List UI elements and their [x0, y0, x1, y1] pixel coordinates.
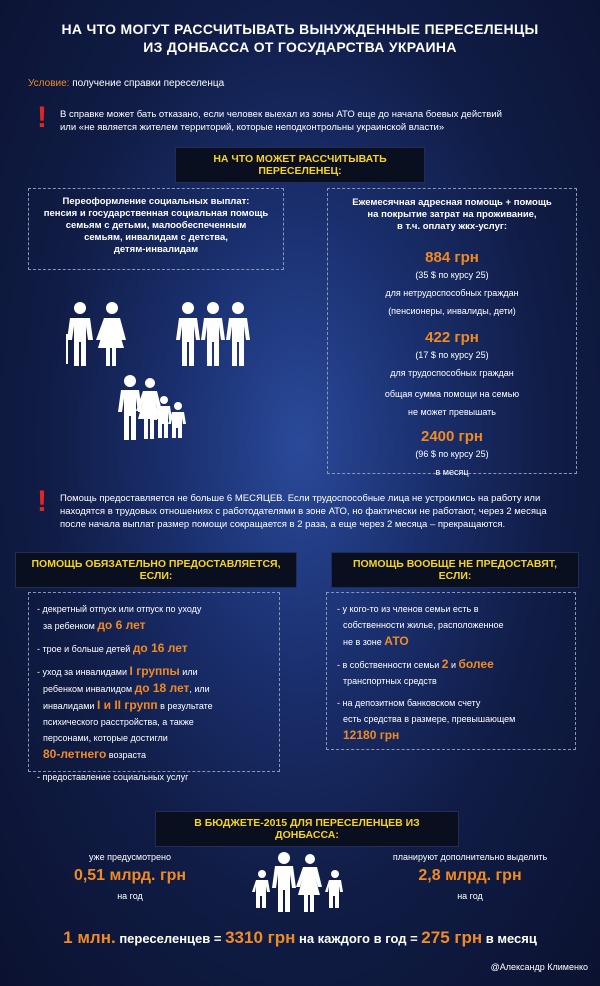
section-header-provided: ПОМОЩЬ ОБЯЗАТЕЛЬНО ПРЕДОСТАВЛЯЕТСЯ, ЕСЛИ:	[16, 553, 296, 587]
warning-duration-line-2: находятся в трудовых отношениях с работодателями в зоне АТО, но фактически не работают, через 2 месяца	[60, 506, 547, 517]
list-item-text: и	[448, 660, 459, 670]
highlight-value: 12180 грн	[343, 728, 400, 742]
list-item	[337, 695, 575, 744]
list-item-text: ребенком инвалидом	[43, 684, 135, 694]
list-item	[337, 656, 575, 689]
large-family-icon	[118, 374, 190, 442]
section-header-not-provided: ПОМОЩЬ ВООБЩЕ НЕ ПРЕДОСТАВЯТ, ЕСЛИ:	[332, 553, 578, 587]
list-item	[337, 601, 575, 650]
not-provided-conditions-box	[326, 592, 576, 750]
budget-additional-label: планируют дополнительно выделить	[392, 852, 548, 862]
highlight-value: 3310 грн	[225, 928, 296, 947]
list-item-text: инвалидами	[43, 701, 97, 711]
list-item-text: - уход за инвалидами	[37, 667, 130, 677]
monthly-aid-box	[327, 188, 577, 477]
warning-refusal-line-2: или «не является жителем территорий, которые неподконтрольны украинской власти»	[60, 122, 445, 133]
budget-existing-label: уже предусмотрено	[88, 852, 172, 862]
highlight-value: до 18 лет	[134, 681, 190, 695]
highlight-value: 2	[441, 657, 449, 671]
social-payments-line: детям-инвалидам	[113, 244, 199, 255]
social-payments-line: семьям с детьми, малообеспеченным	[65, 220, 247, 231]
warning-refusal-line-1: В справке может бать отказано, если человек выехал из зоны АТО еще до начала боевых действий	[60, 109, 502, 120]
social-payments-line: семьям, инвалидам с детства,	[84, 232, 228, 243]
section-header-entitlements: НА ЧТО МОЖЕТ РАССЧИТЫВАТЬ ПЕРЕСЕЛЕНЕЦ:	[176, 148, 424, 182]
amount-non-working: 884 грн	[425, 249, 479, 266]
condition-text: получение справки переселенца	[69, 78, 225, 89]
amount-working-desc: для трудоспособных граждан	[390, 368, 514, 378]
summary-text: на каждого в год =	[295, 931, 422, 946]
list-item	[37, 663, 279, 763]
elderly-couple-icon	[62, 300, 134, 368]
highlight-value: более	[458, 657, 494, 671]
highlight-value: до 16 лет	[132, 641, 188, 655]
amount-working-usd: (17 $ по курсу 25)	[415, 350, 489, 360]
list-item-text: - на депозитном банковском счету	[337, 698, 481, 708]
list-item-text: или	[179, 667, 198, 677]
provided-conditions-box	[28, 592, 280, 782]
condition	[28, 78, 224, 89]
social-payments-line: Переоформление социальных выплат:	[62, 196, 250, 207]
warning-duration-line-3: после начала выплат размер помощи сокращается в 2 раза, а еще через 2 месяца – прекращаются.	[60, 519, 506, 530]
list-item-text: не в зоне	[343, 637, 385, 647]
list-item-text: возраста	[106, 750, 147, 760]
condition-label: Условие:	[28, 78, 70, 89]
warning-duration	[60, 492, 547, 531]
list-item-text: собственности жилье, расположенное	[343, 620, 504, 630]
monthly-aid-title-line: Ежемесячная адресная помощь + помощь	[352, 197, 552, 208]
amount-non-working-desc: для нетрудоспособных граждан	[385, 288, 519, 298]
list-item	[37, 640, 279, 657]
list-item-text: - у кого-то из членов семьи есть в	[337, 604, 479, 614]
social-payments-line: пенсия и государственная социальная помощь	[43, 208, 269, 219]
budget-additional-amount: 2,8 млрд. грн	[418, 867, 522, 884]
amount-total-limit-period: в месяц	[435, 467, 469, 477]
list-item-text: за ребенком	[43, 621, 98, 631]
budget-existing	[60, 850, 200, 904]
title-line-1: НА ЧТО МОГУТ РАССЧИТЫВАТЬ ВЫНУЖДЕННЫЕ ПЕРЕСЕЛЕНЦЫ	[61, 21, 539, 37]
summary-text: переселенцев =	[115, 931, 226, 946]
amount-total-limit-usd: (96 $ по курсу 25)	[415, 449, 489, 459]
section-header-budget: В БЮДЖЕТЕ-2015 ДЛЯ ПЕРЕСЕЛЕНЦЕВ ИЗ ДОНБАССА:	[156, 812, 458, 846]
summary-text: в месяц	[482, 931, 537, 946]
warning-refusal	[60, 108, 502, 134]
amount-non-working-usd: (35 $ по курсу 25)	[415, 270, 489, 280]
list-item	[37, 601, 279, 634]
summary-line	[0, 928, 600, 948]
list-item: - предоставление социальных услуг	[37, 772, 189, 782]
total-limit-desc-2: не может превышать	[408, 407, 496, 417]
highlight-value: 275 грн	[421, 928, 483, 947]
list-item-text: психического расстройства, а также	[43, 717, 194, 727]
list-item-text: в результате	[157, 701, 213, 711]
highlight-value: I группы	[129, 664, 180, 678]
working-age-group-icon	[176, 300, 250, 368]
budget-existing-period: на год	[117, 891, 143, 901]
total-limit-desc: общая сумма помощи на семью	[384, 389, 520, 399]
author-signature: @Александр Клименко	[490, 962, 588, 972]
highlight-value: 80-летнего	[43, 747, 107, 761]
list-item-text: - в собственности семьи	[337, 660, 442, 670]
highlight-value: до 6 лет	[97, 618, 146, 632]
monthly-aid-title-line: в т.ч. оплату жкх-услуг:	[397, 221, 507, 232]
list-item-text: персонами, которые достигли	[43, 733, 168, 743]
title-line-2: ИЗ ДОНБАССА ОТ ГОСУДАРСТВА УКРАИНА	[143, 39, 457, 55]
page-title	[0, 20, 600, 56]
exclamation-icon: !	[37, 485, 47, 518]
family-icon	[250, 850, 350, 912]
amount-total-limit: 2400 грн	[420, 428, 483, 445]
list-item-text: транспортных средств	[343, 676, 437, 686]
highlight-value: 1 млн.	[63, 928, 116, 947]
list-item-text: есть средства в размере, превышающем	[343, 714, 516, 724]
list-item-text: - трое и больше детей	[37, 644, 133, 654]
amount-non-working-desc-2: (пенсионеры, инвалиды, дети)	[388, 306, 516, 316]
budget-existing-amount: 0,51 млрд. грн	[73, 867, 187, 884]
highlight-value: АТО	[384, 634, 409, 648]
budget-additional	[376, 850, 564, 904]
highlight-value: I и II групп	[96, 698, 158, 712]
list-item-text: - декретный отпуск или отпуск по уходу	[37, 604, 202, 614]
exclamation-icon: !	[37, 101, 47, 134]
budget-additional-period: на год	[457, 891, 483, 901]
list-item-text: , или	[189, 684, 210, 694]
monthly-aid-title-line: на покрытие затрат на проживание,	[367, 209, 537, 220]
social-payments-box	[28, 188, 284, 270]
amount-working: 422 грн	[425, 329, 479, 346]
warning-duration-line-1: Помощь предоставляется не больше 6 МЕСЯЦЕВ. Если трудоспособные лица не устроились на работу или	[60, 493, 541, 504]
